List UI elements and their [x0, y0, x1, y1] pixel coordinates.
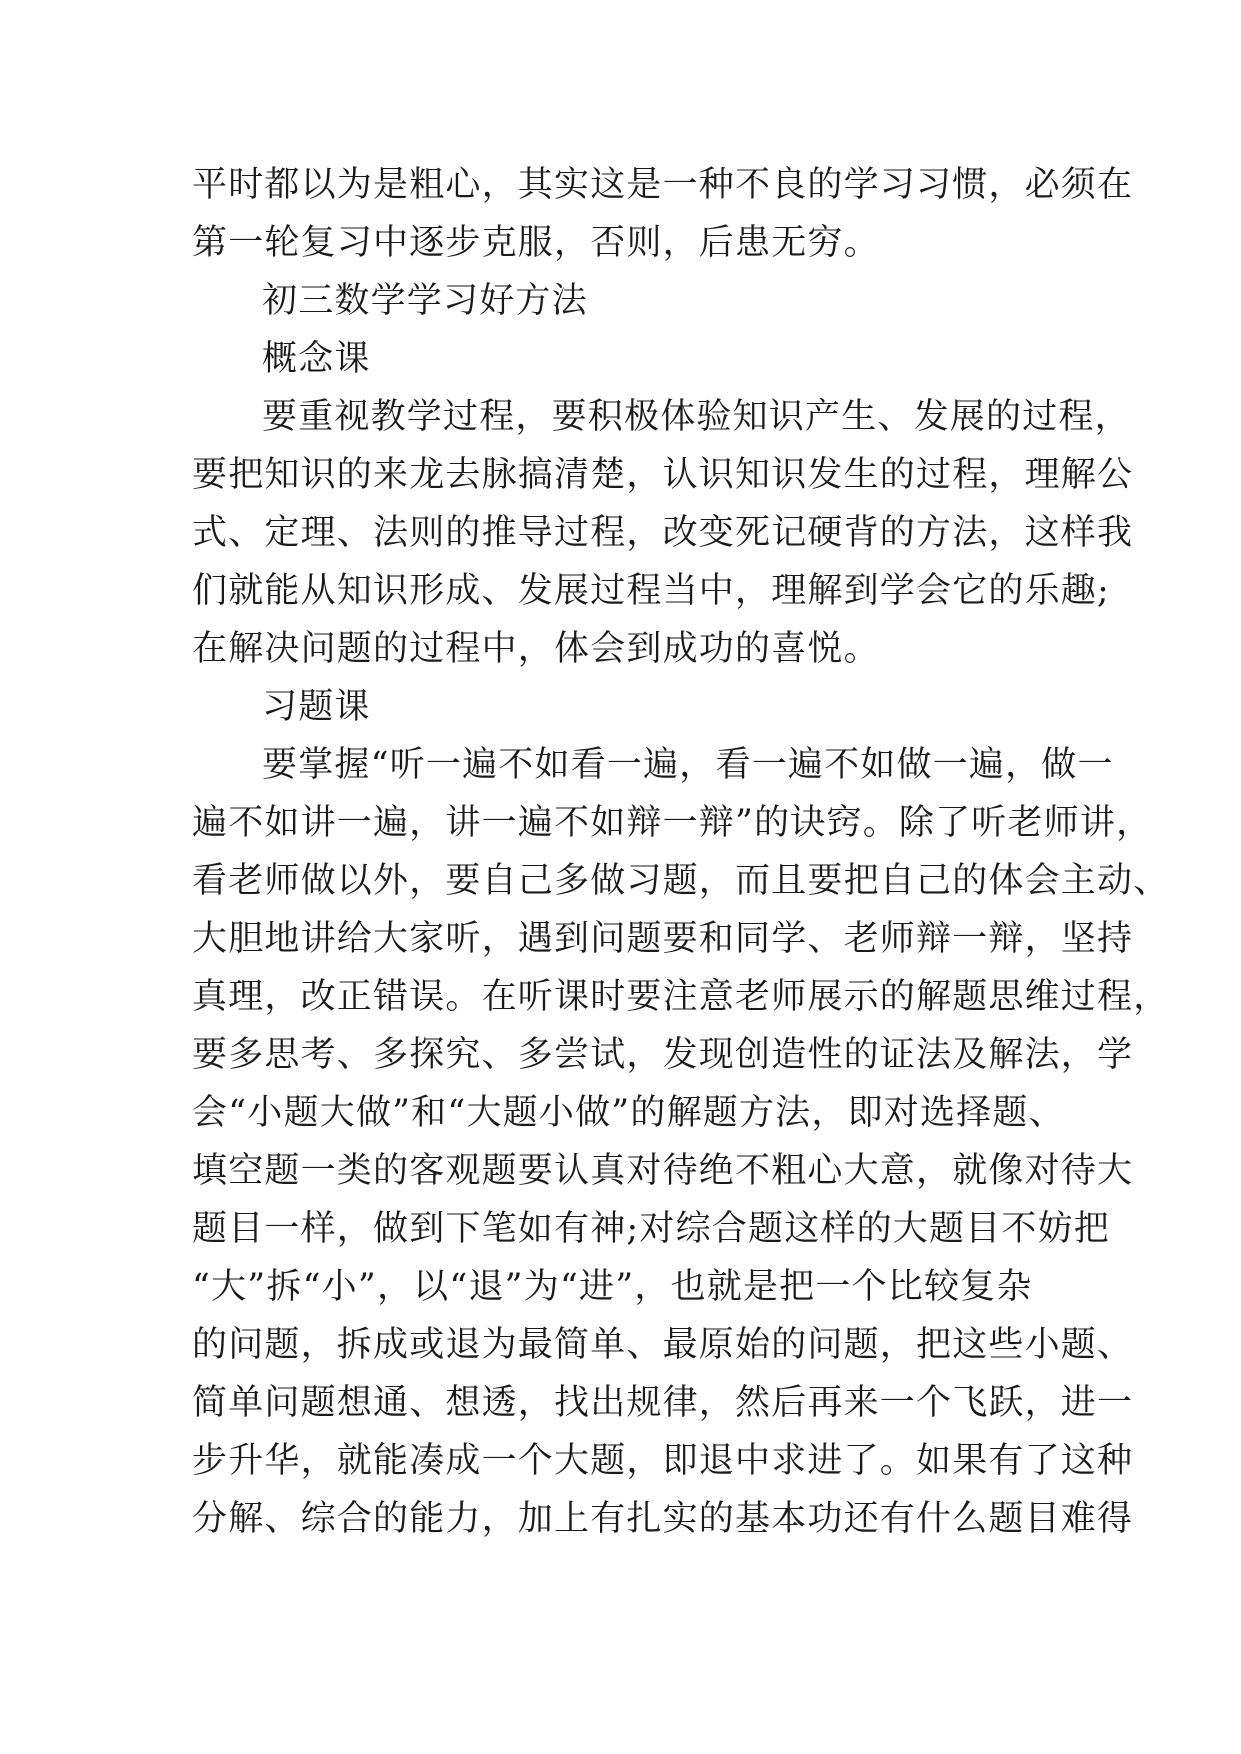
document-body [192, 156, 1170, 1548]
text-line: 平时都以为是粗心，其实这是一种不良的学习习惯，必须在 [192, 165, 1134, 205]
section-heading: 习题课 [262, 687, 371, 727]
text-line: “大”拆“小”，以“退”为“进”，也就是把一个比较复杂 [192, 1267, 1033, 1307]
text-line: 大胆地讲给大家听，遇到问题要和同学、老师辩一辩，坚持 [192, 919, 1134, 959]
text-line: 第一轮复习中逐步克服，否则，后患无穷。 [192, 223, 880, 263]
text-line: 填空题一类的客观题要认真对待绝不粗心大意，就像对待大 [192, 1151, 1134, 1191]
paragraph-first-line: 要掌握“听一遍不如看一遍，看一遍不如做一遍，做一 [262, 745, 1114, 785]
text-line: 题目一样，做到下笔如有神;对综合题这样的大题目不妨把 [192, 1209, 1110, 1249]
section-heading: 概念课 [262, 339, 371, 379]
text-line: 步升华，就能凑成一个大题，即退中求进了。如果有了这种 [192, 1441, 1134, 1481]
text-line: 看老师做以外，要自己多做习题，而且要把自己的体会主动、 [192, 861, 1170, 901]
text-line: 们就能从知识形成、发展过程当中，理解到学会它的乐趣; [192, 571, 1110, 611]
text-line: 在解决问题的过程中，体会到成功的喜悦。 [192, 629, 880, 669]
section-heading: 初三数学学习好方法 [262, 281, 588, 321]
text-line: 要多思考、多探究、多尝试，发现创造性的证法及解法，学 [192, 1035, 1134, 1075]
text-line: 的问题，拆成或退为最简单、最原始的问题，把这些小题、 [192, 1325, 1134, 1365]
text-line: 真理，改正错误。在听课时要注意老师展示的解题思维过程， [192, 977, 1170, 1017]
text-line: 简单问题想通、想透，找出规律，然后再来一个飞跃，进一 [192, 1383, 1134, 1423]
text-line: 分解、综合的能力，加上有扎实的基本功还有什么题目难得 [192, 1499, 1134, 1539]
paragraph-first-line: 要重视教学过程，要积极体验知识产生、发展的过程， [262, 397, 1131, 437]
text-line: 式、定理、法则的推导过程，改变死记硬背的方法，这样我 [192, 513, 1134, 553]
text-line: 要把知识的来龙去脉搞清楚，认识知识发生的过程，理解公 [192, 455, 1134, 495]
text-line: 遍不如讲一遍，讲一遍不如辩一辩”的诀窍。除了听老师讲， [192, 803, 1153, 843]
text-line: 会“小题大做”和“大题小做”的解题方法，即对选择题、 [192, 1093, 1065, 1133]
